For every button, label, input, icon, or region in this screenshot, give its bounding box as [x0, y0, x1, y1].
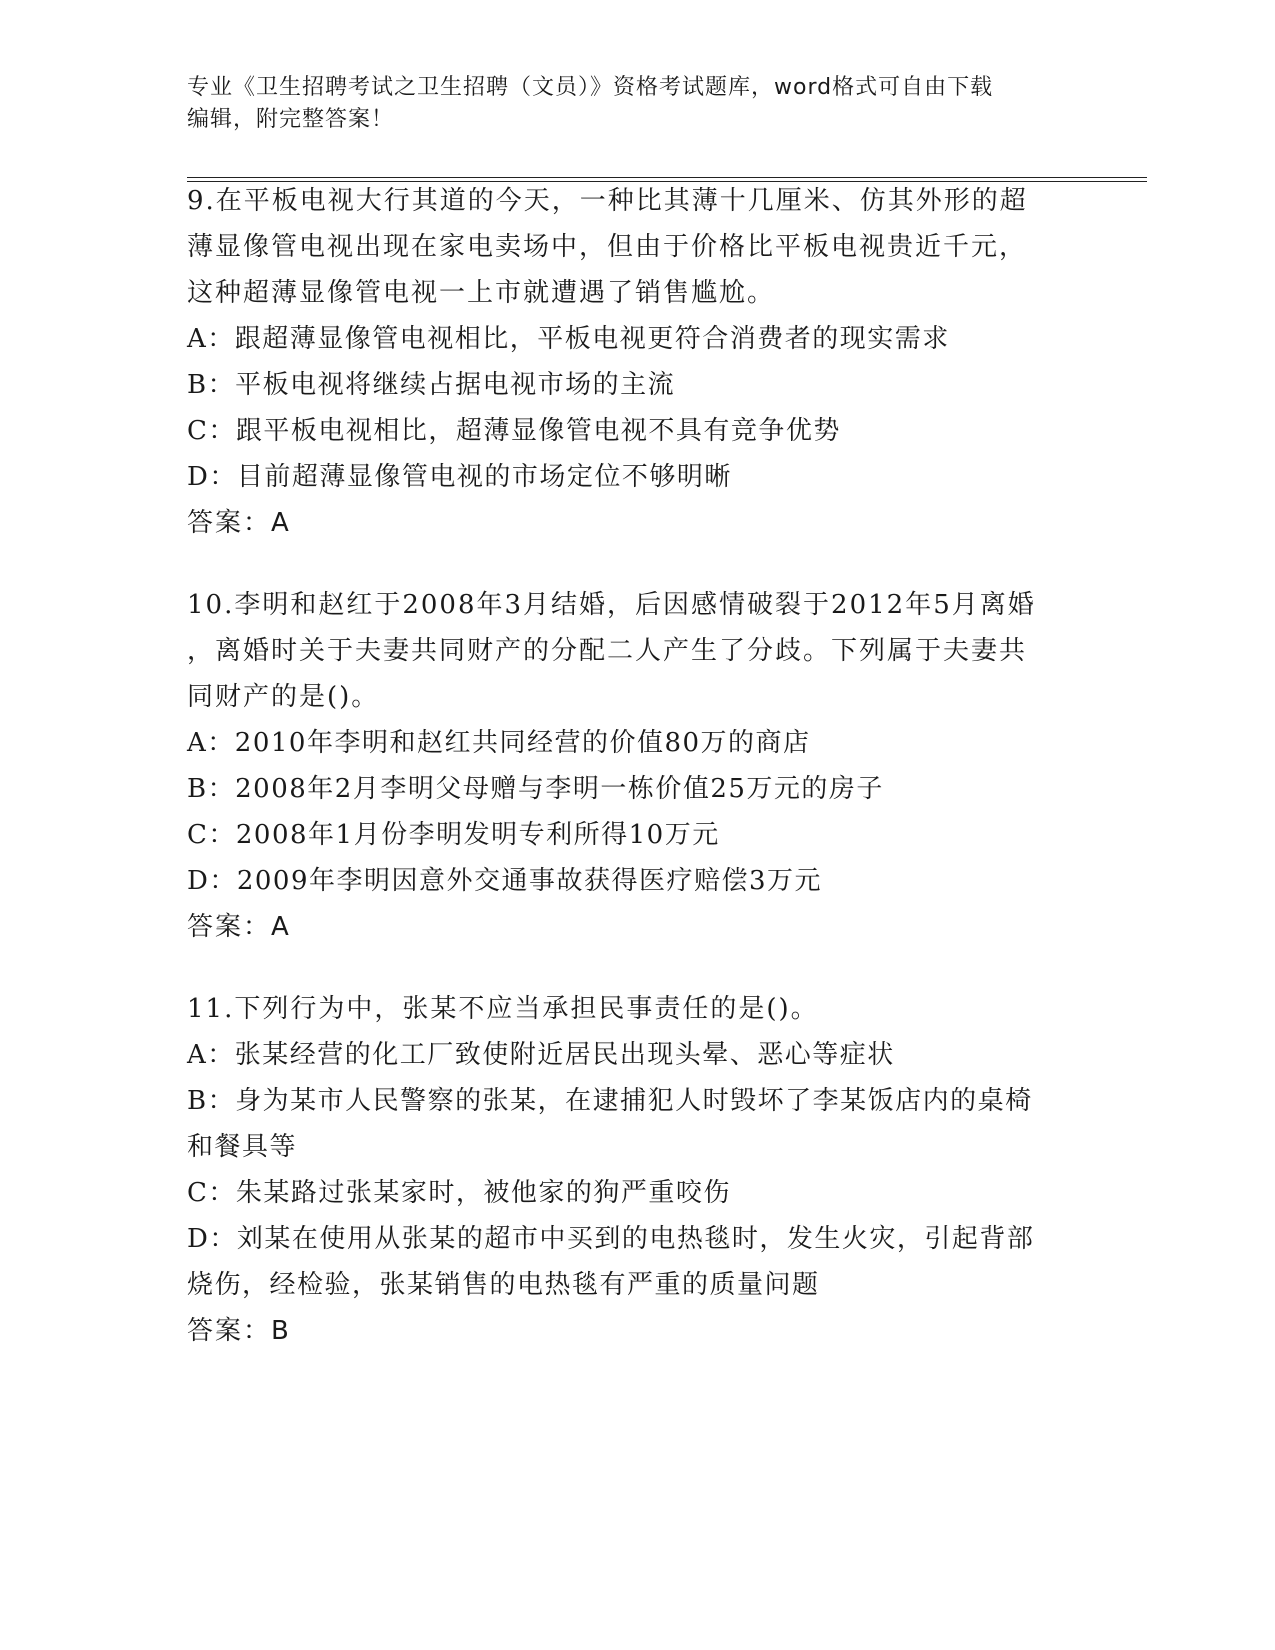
- document-header: [187, 72, 1067, 136]
- answer-label: 答案：A: [187, 912, 291, 942]
- option-a: A：张某经营的化工厂致使附近居民出现头晕、恶心等症状: [187, 1040, 895, 1070]
- option-b: B：2008年2月李明父母赠与李明一栋价值25万元的房子: [187, 774, 884, 804]
- answer-label: 答案：B: [187, 1316, 291, 1346]
- header-line-2: 编辑，附完整答案！: [187, 107, 395, 132]
- option-d-continued: 烧伤，经检验，张某销售的电热毯有严重的质量问题: [187, 1270, 820, 1300]
- option-b: B：平板电视将继续占据电视市场的主流: [187, 370, 676, 400]
- option-c: C：跟平板电视相比，超薄显像管电视不具有竞争优势: [187, 416, 841, 446]
- option-d: D：目前超薄显像管电视的市场定位不够明晰: [187, 462, 732, 492]
- option-c: C：2008年1月份李明发明专利所得10万元: [187, 820, 720, 850]
- question-11: [187, 986, 1067, 1354]
- question-10: [187, 582, 1067, 950]
- answer-label: 答案：A: [187, 508, 291, 538]
- option-a: A：跟超薄显像管电视相比，平板电视更符合消费者的现实需求: [187, 324, 950, 354]
- question-stem-line: ，离婚时关于夫妻共同财产的分配二人产生了分歧。下列属于夫妻共: [187, 636, 1028, 666]
- question-stem-line: 10.李明和赵红于2008年3月结婚，后因感情破裂于2012年5月离婚: [187, 590, 1036, 620]
- option-b: B：身为某市人民警察的张某，在逮捕犯人时毁坏了李某饭店内的桌椅: [187, 1086, 1033, 1116]
- option-c: C：朱某路过张某家时，被他家的狗严重咬伤: [187, 1178, 731, 1208]
- header-line-1: 专业《卫生招聘考试之卫生招聘（文员）》资格考试题库，word格式可自由下载: [187, 75, 994, 100]
- question-stem-line: 9.在平板电视大行其道的今天，一种比其薄十几厘米、仿其外形的超: [187, 186, 1028, 216]
- question-stem-line: 11.下列行为中，张某不应当承担民事责任的是()。: [187, 994, 819, 1024]
- option-a: A：2010年李明和赵红共同经营的价值80万的商店: [187, 728, 811, 758]
- option-b-continued: 和餐具等: [187, 1132, 298, 1162]
- question-stem-line: 这种超薄显像管电视一上市就遭遇了销售尴尬。: [187, 278, 776, 308]
- question-stem-line: 同财产的是()。: [187, 682, 380, 712]
- question-stem-line: 薄显像管电视出现在家电卖场中，但由于价格比平板电视贵近千元，: [187, 232, 1028, 262]
- option-d: D：刘某在使用从张某的超市中买到的电热毯时，发生火灾，引起背部: [187, 1224, 1035, 1254]
- question-9: [187, 178, 1067, 546]
- option-d: D：2009年李明因意外交通事故获得医疗赔偿3万元: [187, 866, 823, 896]
